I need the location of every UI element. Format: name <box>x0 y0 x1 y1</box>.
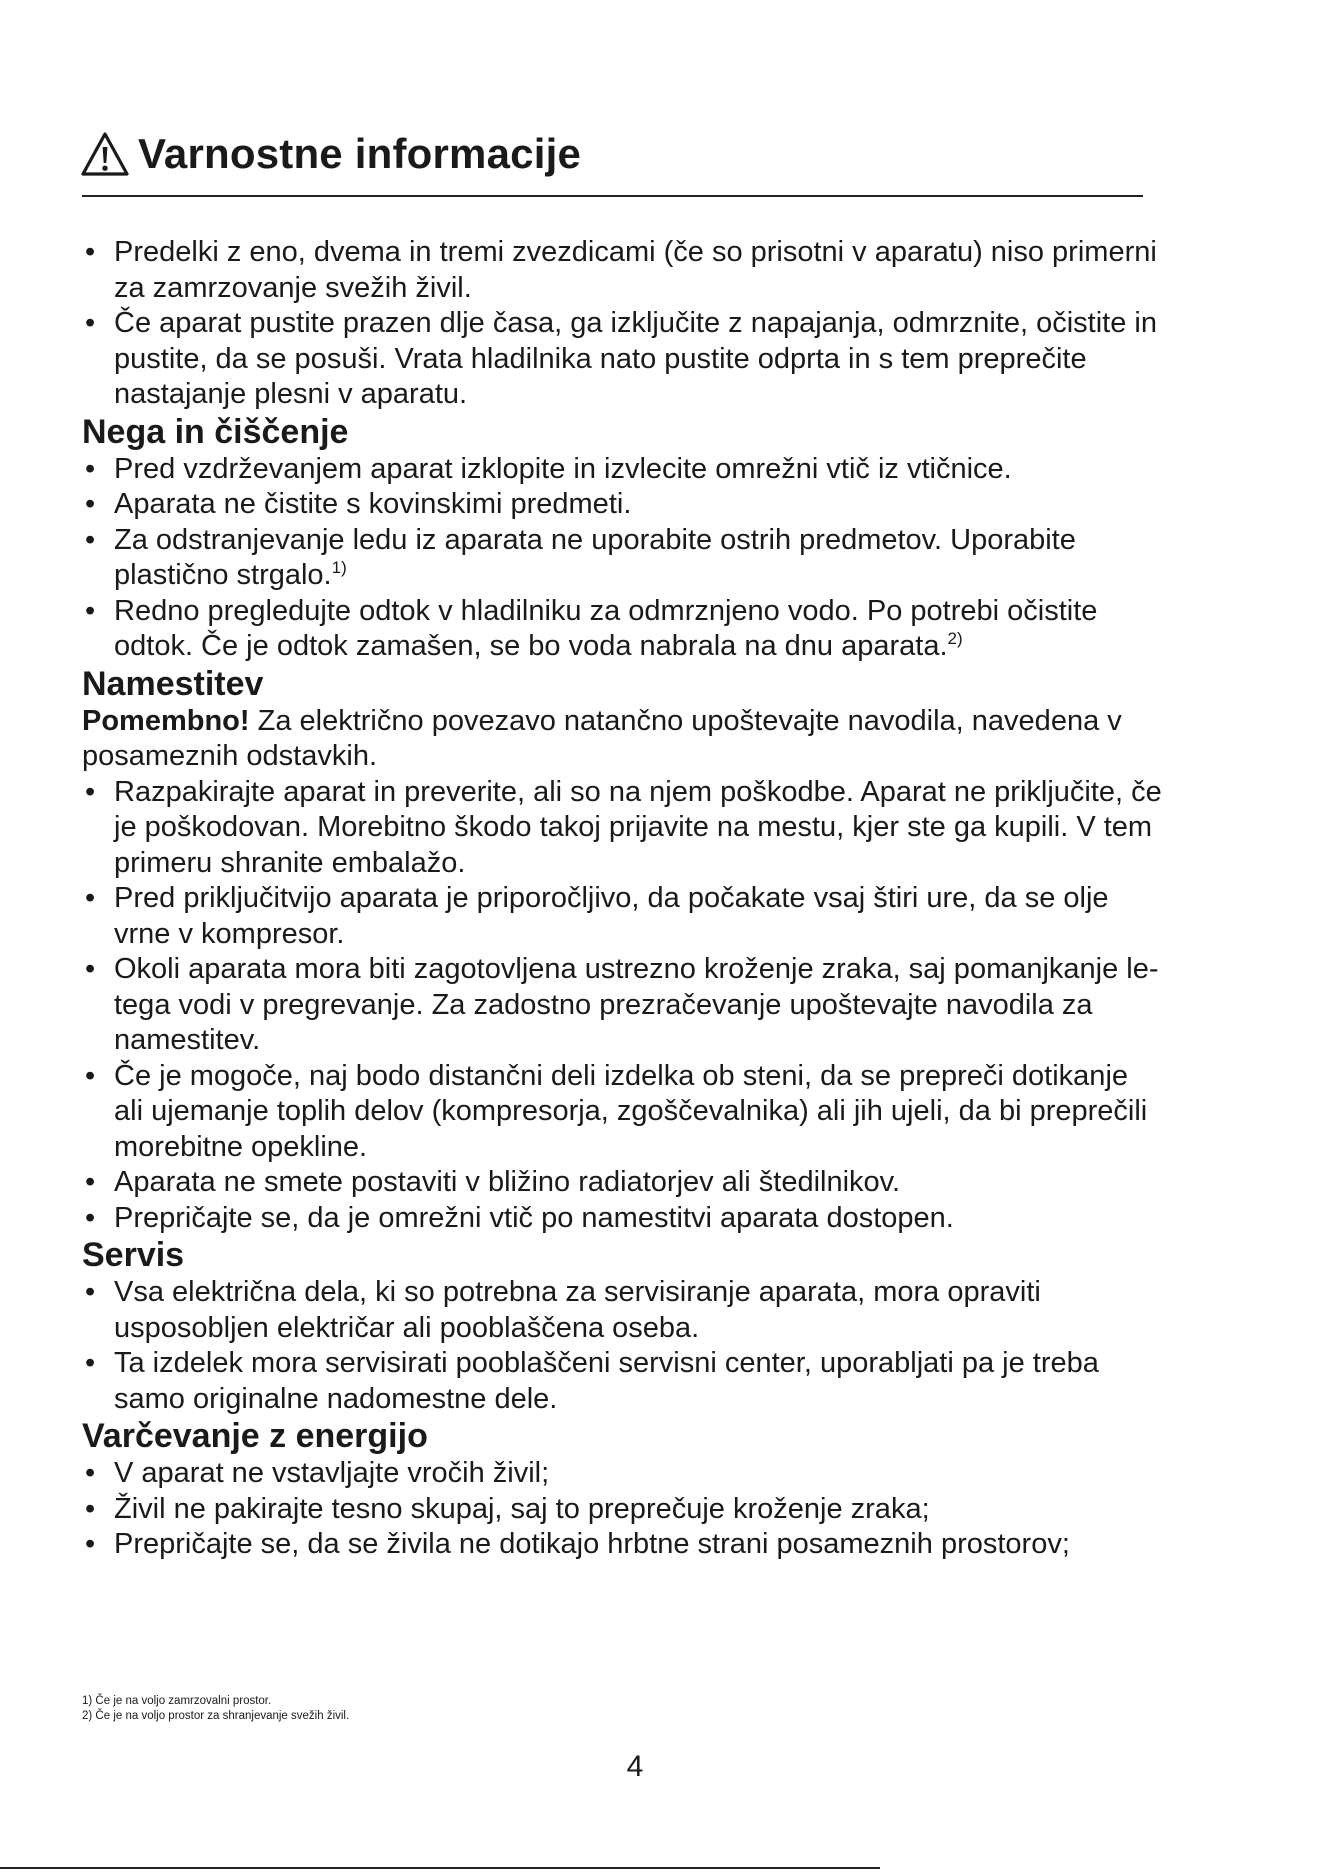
care-list <box>82 452 1162 665</box>
bottom-divider <box>0 1867 880 1869</box>
footnote-ref: 1) <box>331 558 347 577</box>
important-label: Pomembno! <box>82 704 250 737</box>
list-item: • Pred priključitvijo aparata je priporočljivo, da počakate vsaj štiri ure, da se olje vrne v kompresor. <box>82 881 1162 952</box>
page-title: Varnostne informacije <box>138 130 582 177</box>
list-item: • Prepričajte se, da se živila ne dotikajo hrbtne strani posameznih prostorov; <box>82 1527 1162 1563</box>
page-number: 4 <box>626 1750 644 1783</box>
warning-triangle-icon <box>80 131 130 177</box>
list-item: • Ta izdelek mora servisirati pooblaščeni servisni center, uporabljati pa je treba samo originalne nadomestne dele. <box>82 1346 1162 1417</box>
important-text: Za električno povezavo natančno upoštevajte navodila, navedena v posameznih odstavkih. <box>82 704 1122 772</box>
footnote-ref: 2) <box>947 629 963 648</box>
list-item-text: Za odstranjevanje ledu iz aparata ne uporabite ostrih predmetov. Uporabite plastično strgalo. <box>114 523 1076 591</box>
list-item <box>82 523 1162 594</box>
list-item <box>82 594 1162 665</box>
footnote: 2) Če je na voljo prostor za shranjevanje svežih živil. <box>82 1710 350 1722</box>
list-item: • Vsa električna dela, ki so potrebna za servisiranje aparata, mora opraviti usposobljen električar ali pooblaščena oseba. <box>82 1275 1162 1346</box>
intro-list <box>82 235 1162 413</box>
important-note <box>82 704 1162 775</box>
footnotes <box>82 1694 349 1724</box>
title-divider <box>82 195 1143 197</box>
list-item: • Živil ne pakirajte tesno skupaj, saj to preprečuje kroženje zraka; <box>82 1492 1162 1528</box>
list-item: • Okoli aparata mora biti zagotovljena ustrezno kroženje zraka, saj pomanjkanje le-tega vodi v pregrevanje. Za zadostno prezračevanje upoštevajte navodila za namestitev. <box>82 952 1162 1059</box>
section-heading-installation: Namestitev <box>82 664 264 703</box>
list-item: • Pred vzdrževanjem aparat izklopite in izvlecite omrežni vtič iz vtičnice. <box>82 452 1162 488</box>
list-item: • Aparata ne smete postaviti v bližino radiatorjev ali štedilnikov. <box>82 1165 1162 1201</box>
installation-list <box>82 775 1162 1237</box>
service-list <box>82 1275 1162 1417</box>
list-item: • Predelki z eno, dvema in tremi zvezdicami (če so prisotni v aparatu) niso primerni za zamrzovanje svežih živil. <box>82 235 1162 306</box>
list-item-text: Redno pregledujte odtok v hladilniku za odmrznjeno vodo. Po potrebi očistite odtok. Če je odtok zamašen, se bo voda nabrala na dnu aparata. <box>114 594 1098 662</box>
page-header <box>80 130 1140 178</box>
list-item: • Aparata ne čistite s kovinskimi predmeti. <box>82 487 1162 523</box>
section-heading-service: Servis <box>82 1236 185 1274</box>
page-content <box>82 235 1162 1563</box>
list-item: • V aparat ne vstavljajte vročih živil; <box>82 1456 1162 1492</box>
list-item: • Če aparat pustite prazen dlje časa, ga izključite z napajanja, odmrznite, očistite in pustite, da se posuši. Vrata hladilnika nato pustite odprta in s tem preprečite nastajanje plesni v aparatu. <box>82 306 1162 413</box>
energy-list <box>82 1456 1162 1563</box>
list-item: • Razpakirajte aparat in preverite, ali so na njem poškodbe. Aparat ne priključite, če je poškodovan. Morebitno škodo takoj prijavite na mestu, kjer ste ga kupili. V tem primeru shranite embalažo. <box>82 775 1162 882</box>
list-item: • Če je mogoče, naj bodo distančni deli izdelka ob steni, da se prepreči dotikanje ali ujemanje toplih delov (kompresorja, zgoščevalnika) ali jih ujeli, da bi preprečili morebitne opekline. <box>82 1059 1162 1166</box>
section-heading-care: Nega in čiščenje <box>82 412 349 451</box>
footnote: 1) Če je na voljo zamrzovalni prostor. <box>82 1695 272 1707</box>
list-item: • Prepričajte se, da je omrežni vtič po namestitvi aparata dostopen. <box>82 1201 1162 1237</box>
section-heading-energy: Varčevanje z energijo <box>82 1417 428 1455</box>
